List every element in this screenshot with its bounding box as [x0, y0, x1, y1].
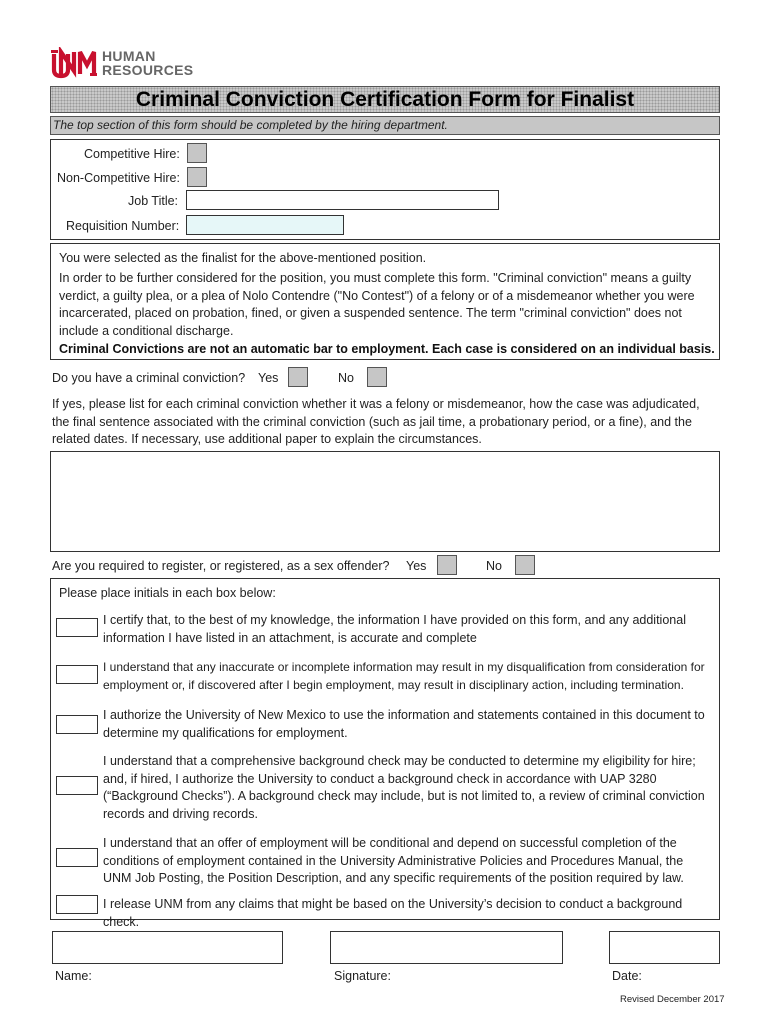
- form-title: Criminal Conviction Certification Form for Finalist: [135, 88, 635, 111]
- initials-statement-1: I certify that, to the best of my knowledge, the information I have provided on this form, and any additional information I have listed in an attachment, is accurate and complete: [103, 613, 686, 645]
- job-title-label: Job Title:: [128, 194, 179, 208]
- initials-box-6[interactable]: [56, 895, 98, 914]
- offender-question: Are you required to register, or registered, as a sex offender?: [52, 559, 390, 573]
- conviction-question: Do you have a criminal conviction?: [52, 371, 246, 385]
- intro-line: You were selected as the finalist for the above-mentioned position.: [59, 251, 427, 265]
- requisition-number-field[interactable]: [186, 215, 344, 235]
- conviction-no-checkbox[interactable]: [367, 367, 387, 387]
- initials-statement-2: I understand that any inaccurate or incomplete information may result in my disqualification from consideration for employment or, if discovered after I begin employment, may result in disciplinary action, including termination.: [103, 660, 705, 692]
- initials-statement-6: I release UNM from any claims that might be based on the University’s decision to conduct a background check.: [103, 897, 683, 929]
- initials-box-1[interactable]: [56, 618, 98, 637]
- conviction-details-field[interactable]: [50, 451, 720, 552]
- initials-statement-5: I understand that an offer of employment will be conditional and depend on successful completion of the conditions of employment contained in the University Administrative Policies and Procedures Manual, the UNM Job Posting, the Position Description, and any specific requirements of the position required by law.: [103, 836, 684, 885]
- non-competitive-hire-checkbox[interactable]: [187, 167, 207, 187]
- competitive-hire-checkbox[interactable]: [187, 143, 207, 163]
- initials-heading: Please place initials in each box below:: [59, 586, 276, 600]
- offender-yes-label: Yes: [406, 559, 427, 573]
- conviction-instructions: If yes, please list for each criminal conviction whether it was a felony or misdemeanor, how the case was adjudicated, the final sentence associated with the criminal conviction (such as jail time, a probationary period, or a fine), and the related dates. If necessary, use additional paper to explain the circumstances.: [52, 397, 700, 446]
- requisition-number-label: Requisition Number:: [66, 219, 180, 233]
- logo-line-1: HUMAN: [102, 48, 156, 64]
- signature-label: Signature:: [334, 969, 391, 983]
- conviction-no-label: No: [338, 371, 354, 385]
- offender-yes-checkbox[interactable]: [437, 555, 457, 575]
- initials-statement-4: I understand that a comprehensive background check may be conducted to determine my eligibility for hire; and, if hired, I authorize the University to conduct a background check in accordance with UAP 3280 (“Background Checks”). A background check may include, but is not limited to, a review of criminal conviction records and driving records.: [103, 754, 705, 821]
- non-competitive-hire-label: Non-Competitive Hire:: [57, 171, 180, 185]
- initials-box-3[interactable]: [56, 715, 98, 734]
- revised-date: Revised December 2017: [620, 994, 725, 1005]
- competitive-hire-label: Competitive Hire:: [84, 147, 180, 161]
- intro-paragraph: In order to be further considered for the position, you must complete this form. "Criminal conviction" means a guilty verdict, a guilty plea, or a plea of Nolo Contendre ("No Contest") of a felony or of a misdemeanor whether you were incarcerated, placed on probation, fined, or given a suspended sentence. The term "criminal conviction" does not include a conditional discharge.: [59, 271, 695, 338]
- initials-box-5[interactable]: [56, 848, 98, 867]
- intro-bold-statement: Criminal Convictions are not an automatic bar to employment. Each case is considered on an individual basis.: [59, 342, 715, 356]
- offender-no-checkbox[interactable]: [515, 555, 535, 575]
- unm-logo: [102, 49, 193, 77]
- signature-field[interactable]: [330, 931, 563, 964]
- initials-box-2[interactable]: [56, 665, 98, 684]
- offender-no-label: No: [486, 559, 502, 573]
- conviction-yes-checkbox[interactable]: [288, 367, 308, 387]
- unm-logo-mark: [51, 47, 97, 79]
- initials-box-4[interactable]: [56, 776, 98, 795]
- date-label: Date:: [612, 969, 642, 983]
- logo-line-2: RESOURCES: [102, 62, 194, 78]
- department-note: The top section of this form should be completed by the hiring department.: [53, 118, 448, 132]
- name-label: Name:: [55, 969, 92, 983]
- name-field[interactable]: [52, 931, 283, 964]
- date-field[interactable]: [609, 931, 720, 964]
- job-title-field[interactable]: [186, 190, 499, 210]
- conviction-yes-label: Yes: [258, 371, 279, 385]
- initials-statement-3: I authorize the University of New Mexico to use the information and statements contained in this document to determine my qualifications for employment.: [103, 708, 705, 740]
